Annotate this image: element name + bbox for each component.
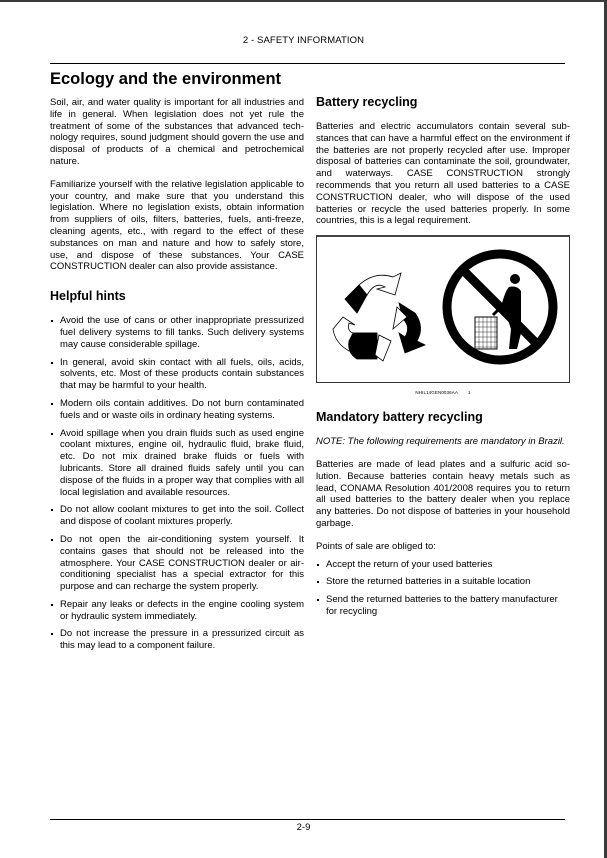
figure-artwork [317, 237, 569, 383]
left-column [50, 97, 304, 658]
points-item: Store the returned batteries in a suitable location [316, 576, 570, 588]
no-littering-icon [447, 254, 553, 360]
footer-rule [50, 819, 565, 820]
hint-item: Repair any leaks or defects in the engine cooling system or hydraulic system immediately. [50, 599, 304, 623]
figure-number: 1 [467, 390, 471, 396]
helpful-hints-heading: Helpful hints [50, 289, 126, 304]
mandatory-recycling-heading: Mandatory battery recycling [316, 410, 483, 425]
running-head: 2 - SAFETY INFORMATION [242, 35, 365, 46]
intro-paragraph-2: Familiarize yourself with the relative legislation applicable to your country, and make sure that you understand this legislation. Where no legislation exists, obtain information from suppliers of oils, filters, batteries, fuels, anti-freeze, cleaning agents, etc., with regard to the effect of these substances on man and nature and how to safely store, use, and dispose of these substances. Your CASE CONSTRUCTION dealer can also provide assistance. [50, 178, 304, 273]
hint-item: In general, avoid skin contact with all fuels, oils, acids, solvents, etc. Most of these products contain substances that may be harmful to your health. [50, 357, 304, 392]
figure-caption [316, 390, 570, 395]
page-title: Ecology and the environment [50, 70, 282, 88]
mandatory-recycling-paragraph: Batteries are made of lead plates and a sulfuric acid solution. Because batteries contain heavy metals such as lead, CONAMA Resolution 401/2008 requires you to return all used batteries to the battery dealer when you replace any batteries. Do not dispose of batteries in your household garbage. [316, 458, 570, 529]
hint-item: Do not allow coolant mixtures to get into the soil. Collect and dispose of coolant mixtures properly. [50, 504, 304, 528]
figure-code: NHIL14GEN0036AA [415, 390, 458, 396]
points-item: Accept the return of your used batteries [316, 559, 570, 571]
right-column [316, 95, 570, 624]
hint-item: Avoid the use of cans or other inappropriate pressurized fuel delivery systems to fill tanks. Such delivery systems may cause considerable spillage. [50, 315, 304, 350]
hint-item: Modern oils contain additives. Do not burn contaminated fuels and or waste oils in ordinary heating systems. [50, 398, 304, 422]
recycle-icon [333, 273, 425, 361]
hint-item: Avoid spillage when you drain fluids such as used engine coolant mixtures, engine oil, hydraulic fluid, brake fluid, etc. Do not mix drained brake fluids or fuels with lubricants. Store all drained fluids safely until you can dispose of the fluids in a proper way that complies with all local legislation and available resources. [50, 428, 304, 499]
helpful-hints-list [50, 315, 304, 652]
recycling-figure [316, 235, 570, 383]
page-number: 2-9 [296, 822, 311, 833]
hint-item: Do not open the air-conditioning system yourself. It contains gases that should not be released into the atmosphere. Your CASE CONSTRUCTION dealer or air-conditioning specialist has a special extractor for this purpose and can recharge the system properly. [50, 534, 304, 593]
note-text: NOTE: The following requirements are mandatory in Brazil. [316, 436, 565, 448]
battery-recycling-heading: Battery recycling [316, 95, 418, 109]
battery-recycling-paragraph: Batteries and electric accumulators contain several substances that can have a harmful effect on the environment if the batteries are not properly recycled after use. Improper disposal of batteries can contaminate the soil, groundwater, and waterways. CASE CONSTRUCTION strongly recommends that you return all used batteries to a CASE CONSTRUCTION dealer, who will dispose of the used batteries or recycle the used batteries properly. In some countries, this is a legal requirement. [316, 121, 570, 227]
header-rule [50, 63, 565, 64]
intro-paragraph-1: Soil, air, and water quality is important for all industries and life in general. When legislation does not yet rule the treatment of some of the substances that advanced technology requires, sound judgment should govern the use and disposal of products of a chemical and petrochemical nature. [50, 97, 304, 167]
points-of-sale-intro: Points of sale are obliged to: [316, 540, 436, 552]
points-of-sale-list [316, 559, 570, 618]
points-item: Send the returned batteries to the battery manufacturer for recycling [316, 594, 570, 618]
hint-item: Do not increase the pressure in a pressurized circuit as this may lead to a component failure. [50, 628, 304, 652]
